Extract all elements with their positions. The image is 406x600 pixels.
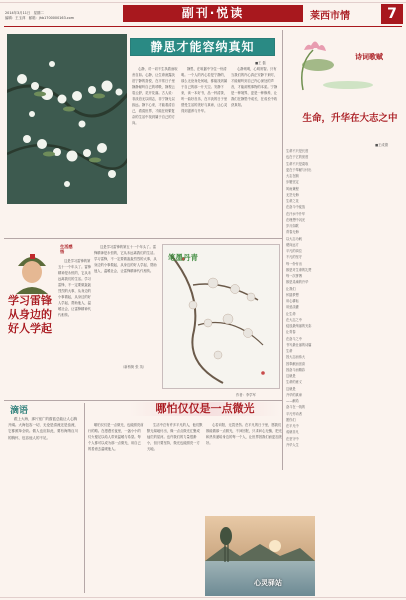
poem-line: 青春无悔 (286, 230, 299, 235)
poem-line: 因大志而伟大 (286, 355, 306, 360)
poem-line: 怀揣梦想 (286, 292, 299, 297)
lei-feng-body-left: 这是学习雷锋的第五十一个年头了。雷锋精神是永恒的，它从未远离我们的生活。学习雷锋，不一定要做轰轰烈烈的大事，从身边的小事做起，从身边的好人学起，帮助他人，温暖社会，让雷锋精神代代相传。 (58, 259, 91, 317)
poem-line: 在坚守中 (286, 436, 299, 441)
article1-author: ■王 磊 (255, 61, 266, 65)
article2-column-3: 心若向阳，无畏悲伤。在平凡的日子里，愿我们都能做那一点微光，不问回报，只求问心无愧，把光和热传递给身边的每一个人，让世界因我们而更加美好。 (206, 423, 282, 445)
poem-line: 成就非凡 (286, 430, 299, 435)
section-title: 副刊·悦读 (123, 5, 303, 22)
poem-line: 更在于奉献与付出 (286, 167, 312, 172)
article2-column-1: 哪怕仅仅是一点微光，也能照亮前行的路。在漫漫长夜里，一盏小小的灯火便足以给人带来温暖与希望。每个人都可以成为那一点微光，用自己的善意去温暖他人。 (88, 423, 144, 451)
poem-line: 因奋斗而精彩 (286, 367, 306, 372)
poem-line: 绽放最绚丽的光彩 (286, 324, 312, 328)
editor-line: 编辑：王玉萍 邮箱：jhb1700000163.com (5, 16, 75, 20)
painting-label: 笔墨丹青 (168, 253, 198, 262)
poem-body (286, 148, 402, 466)
poem-line: 大志在胸 (286, 174, 299, 178)
article2-column-2: 生活中总有许多平凡的人，他们默默无闻地付出，像一点点微光汇聚成灿烂的星河。也许我们的力量很渺小，但只要坚持，微光也能照亮一方天地。 (147, 423, 203, 451)
poem-line: 也在于它的宽度 (286, 155, 309, 160)
header-rule (4, 26, 402, 27)
poem-line: 在大志之中 (286, 317, 302, 322)
poem-line: 都是灵魂的升华 (286, 280, 309, 285)
article1-column-2: 静思，在喧嚣中守住一份清明。一个人的内心若是宁静的，那么无论身处何地，都能找到属于自己的那一片天空。安静下来，读一本好书，品一杯清茶，听一曲好音乐，在平淡的日子里感受生活的美好与真谛，让心灵得到滋养与升华。 (181, 67, 228, 113)
poem-line: 愿你们 (286, 417, 296, 422)
poem-line: 每一次拼搏 (286, 274, 302, 278)
poem-line: 升华人生 (286, 442, 299, 447)
article2-title: 哪怕仅仅是一点微光 (130, 402, 280, 416)
poem-line: 生命不只是长度 (286, 149, 309, 153)
poem-author: ■王成德 (375, 143, 389, 147)
blossom-photo (7, 34, 127, 204)
poem-line: 生命 (286, 349, 293, 353)
poem-line: 生命的意义 (286, 380, 302, 385)
poetry-section-label: 诗词歌赋 (355, 53, 383, 61)
poem-line: 让青春 (286, 330, 296, 335)
page-number: 7 (381, 4, 403, 24)
brand-name: 莱西市情 (310, 11, 350, 22)
painting (162, 244, 280, 389)
poem-line: ——献给 (286, 399, 299, 403)
painting-caption: 作者：李学军 (236, 393, 256, 397)
lower-rule (4, 400, 282, 401)
poem-line: 每一份付出 (286, 261, 302, 266)
poem-line: 驶向远方 (286, 242, 299, 247)
bottom-left-title: 滴语 (10, 406, 29, 416)
poem-line: 奋斗在一线的 (286, 405, 306, 410)
poem-line: 以大志为帆 (286, 236, 302, 241)
poem-line: 无怨无悔 (286, 192, 299, 197)
lei-feng-title: 学习雷锋从身边的好人学起 (8, 294, 52, 335)
bottom-divider (84, 403, 85, 593)
lotus-illustration (288, 30, 402, 95)
poem-line: 平凡劳动者 (286, 411, 302, 416)
mid-rule (4, 238, 282, 239)
article1-column-1: 心静，对一切不生执着而取舍自如。心静，让生命流露淡泊宁静的喜悦，在平常日子里静静倾听自己的呼吸，静观云卷云舒，花开花落。古人说：非淡泊无以明志，非宁静无以致远。静下心来，才能看清自己，看清世界，才能在纷繁复杂的生活中找到属于自己的方向。 (132, 67, 178, 125)
bottom-dotted-border (0, 596, 406, 599)
article1-title: 静思才能容纳真知 (130, 38, 275, 56)
date-line: 2014年3月11日 星期二 (5, 11, 44, 15)
poem-line: 让我们 (286, 286, 296, 291)
poem-line: 升华的真谛 (286, 392, 302, 397)
poem-line: 用心耕耘 (286, 299, 299, 303)
poem-line: 在奋斗中绽放 (286, 205, 306, 210)
poem-title: 生命，升华在大志之中 (302, 113, 398, 124)
poem-line: 不凡的坚守 (286, 255, 302, 260)
poem-line: 风雨兼程 (286, 186, 299, 191)
poem-line: 这就是 (286, 386, 296, 391)
poem-line: 平凡的岗位 (286, 249, 302, 253)
sidebar-divider (282, 30, 283, 470)
lake-photo-caption: 心灵驿站 (254, 579, 282, 587)
lei-feng-sub: 生活感悟 (60, 244, 73, 254)
poem-line: 书写最壮丽的诗篇 (286, 342, 312, 347)
poem-line: 步履坚定 (286, 180, 299, 185)
poem-line: 用爱浇灌 (286, 305, 299, 310)
top-dotted-border (0, 1, 406, 4)
poem-line: 在平凡中 (286, 424, 299, 428)
article1-column-3: 心静则明，心明则智。只有当我们的内心真正安静下来时，才能倾听到自己内心深处的声音，才能洞察事物的本质。宁静是一种境界，更是一种修养，让我们在静思中成长，在成长中收获真知。 (231, 67, 278, 107)
lei-feng-author: （新桥街 张 英） (121, 365, 147, 369)
lei-feng-body: 这是学习雷锋的第五十一个年头了。雷锋精神是永恒的，它从未远离我们的生活。学习雷锋，不一定要做轰轰烈烈的大事，从身边的小事做起，从身边的好人学起，帮助他人，温暖社会，让雷锋精神代代相传。 (94, 245, 157, 273)
poem-line: 在理想中闪光 (286, 217, 306, 222)
poem-line: 在奋斗之中 (286, 336, 302, 341)
poem-line: 都是对生命的礼赞 (286, 267, 312, 272)
poem-line: 岁月如歌 (286, 224, 299, 228)
bottom-left-body: 跟上大海，那片宽广的蔚蓝总能让人心胸开阔。大海包容一切，无论是清流还是浊流，它都照单全收。做人也应如此，要有海纳百川的胸怀，包容他人的不足。 (8, 417, 78, 440)
poem-line: 生命之花 (286, 199, 299, 203)
lei-feng-portrait (8, 244, 56, 294)
poem-line: 让生命 (286, 311, 296, 316)
poem-line: 生命不只是索取 (286, 161, 309, 166)
poem-line: 因奉献而崇高 (286, 361, 306, 366)
poem-line: 这就是 (286, 374, 296, 378)
poem-line: 在汗水中升华 (286, 211, 306, 216)
